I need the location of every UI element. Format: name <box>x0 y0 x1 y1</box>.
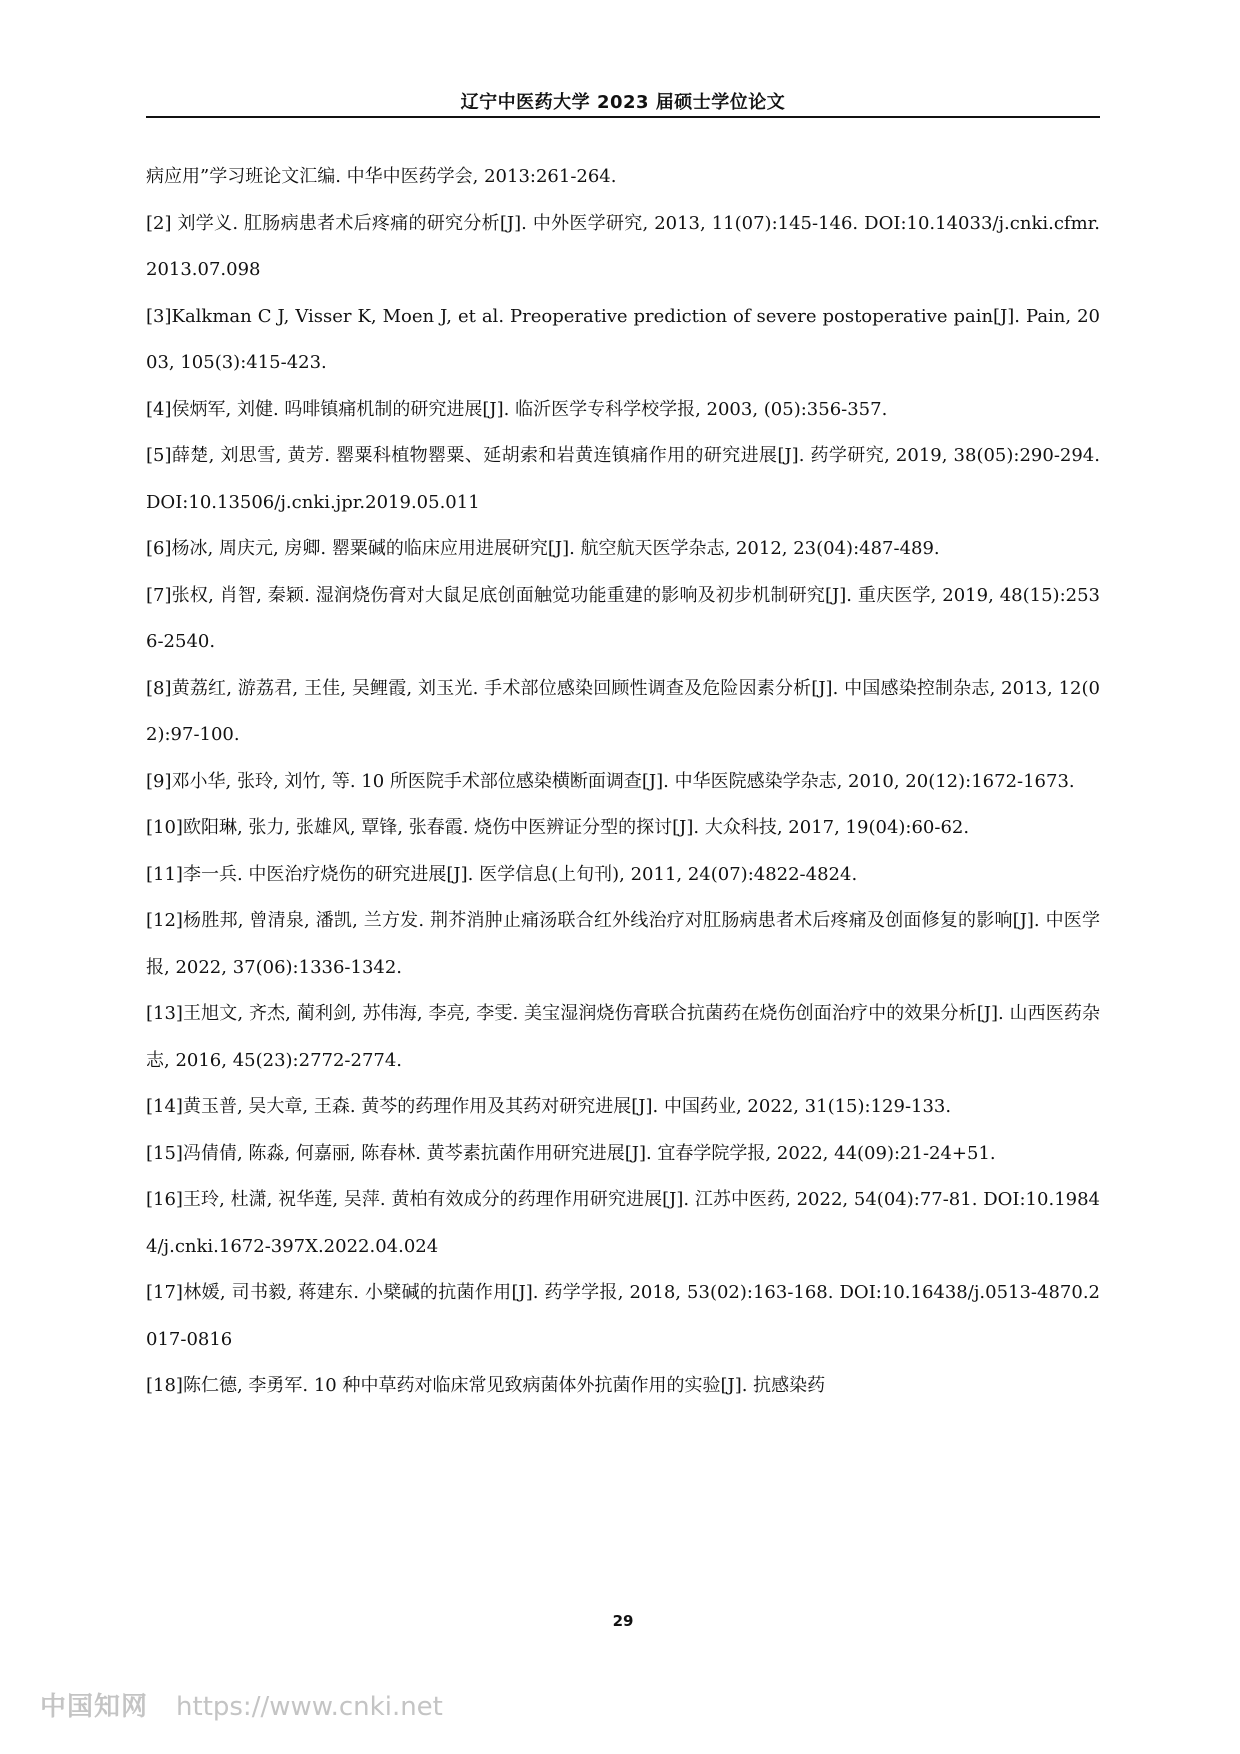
reference-entry: [15]冯倩倩, 陈淼, 何嘉丽, 陈春林. 黄芩素抗菌作用研究进展[J]. 宜春学院学报, 2022, 44(09):21-24+51. <box>146 1142 996 1164</box>
header-divider <box>146 116 1100 118</box>
reference-entry: [17]林媛, 司书毅, 蒋建东. 小檗碱的抗菌作用[J]. 药学学报, 2018, 53(02):163-168. DOI:10.16438/j.0513-4870.2017-0816 <box>146 1282 1100 1350</box>
watermark-url: https://www.cnki.net <box>176 1692 443 1722</box>
reference-entry: [10]欧阳琳, 张力, 张雄风, 覃锋, 张春霞. 烧伤中医辨证分型的探讨[J]. 大众科技, 2017, 19(04):60-62. <box>146 817 970 838</box>
reference-entry: [5]薛楚, 刘思雪, 黄芳. 罂粟科植物罂粟、延胡索和岩黄连镇痛作用的研究进展[J]. 药学研究, 2019, 38(05):290-294. DOI:10.13506/j.cnki.jpr.2019.05.011 <box>146 445 1100 513</box>
reference-entry: [12]杨胜邦, 曾清泉, 潘凯, 兰方发. 荆芥消肿止痛汤联合红外线治疗对肛肠病患者术后疼痛及创面修复的影响[J]. 中医学报, 2022, 37(06):1336-1342. <box>146 910 1100 978</box>
reference-entry: [3]Kalkman C J, Visser K, Moen J, et al. Preoperative prediction of severe postoperative pain[J]. Pain, 2003, 105(3):415-423. <box>146 305 1100 373</box>
reference-entry: [13]王旭文, 齐杰, 蔺利剑, 苏伟海, 李亮, 李雯. 美宝湿润烧伤膏联合抗菌药在烧伤创面治疗中的效果分析[J]. 山西医药杂志, 2016, 45(23):2772-2774. <box>146 1003 1100 1071</box>
reference-entry: [18]陈仁德, 李勇军. 10 种中草药对临床常见致病菌体外抗菌作用的实验[J]. 抗感染药 <box>146 1375 826 1396</box>
reference-entry: [4]侯炳军, 刘健. 吗啡镇痛机制的研究进展[J]. 临沂医学专科学校学报, 2003, (05):356-357. <box>146 398 888 420</box>
watermark-logo: 中国知网 <box>40 1692 149 1722</box>
reference-entry: [2] 刘学义. 肛肠病患者术后疼痛的研究分析[J]. 中外医学研究, 2013, 11(07):145-146. DOI:10.14033/j.cnki.cfmr.2013.07.098 <box>146 212 1100 280</box>
reference-entry: [11]李一兵. 中医治疗烧伤的研究进展[J]. 医学信息(上旬刊), 2011, 24(07):4822-4824. <box>146 863 858 885</box>
reference-entry: 病应用”学习班论文汇编. 中华中医药学会, 2013:261-264. <box>146 166 617 187</box>
reference-entry: [7]张权, 肖智, 秦颖. 湿润烧伤膏对大鼠足底创面触觉功能重建的影响及初步机制研究[J]. 重庆医学, 2019, 48(15):2536-2540. <box>146 584 1100 652</box>
reference-list <box>146 154 1100 1410</box>
reference-entry: [9]邓小华, 张玲, 刘竹, 等. 10 所医院手术部位感染横断面调查[J]. 中华医院感染学杂志, 2010, 20(12):1672-1673. <box>146 770 1075 792</box>
reference-entry: [16]王玲, 杜潇, 祝华莲, 吴萍. 黄柏有效成分的药理作用研究进展[J]. 江苏中医药, 2022, 54(04):77-81. DOI:10.19844/j.cnki.1672-397X.2022.04.024 <box>146 1189 1100 1257</box>
cnki-watermark <box>40 1686 443 1723</box>
page-number: 29 <box>612 1612 634 1630</box>
reference-entry: [8]黄荔红, 游荔君, 王佳, 吴鲤霞, 刘玉光. 手术部位感染回顾性调查及危险因素分析[J]. 中国感染控制杂志, 2013, 12(02):97-100. <box>146 677 1100 745</box>
reference-entry: [6]杨冰, 周庆元, 房卿. 罂粟碱的临床应用进展研究[J]. 航空航天医学杂志, 2012, 23(04):487-489. <box>146 538 940 559</box>
reference-entry: [14]黄玉普, 吴大章, 王森. 黄芩的药理作用及其药对研究进展[J]. 中国药业, 2022, 31(15):129-133. <box>146 1096 952 1117</box>
running-header: 辽宁中医药大学 2023 届硕士学位论文 <box>460 92 786 113</box>
